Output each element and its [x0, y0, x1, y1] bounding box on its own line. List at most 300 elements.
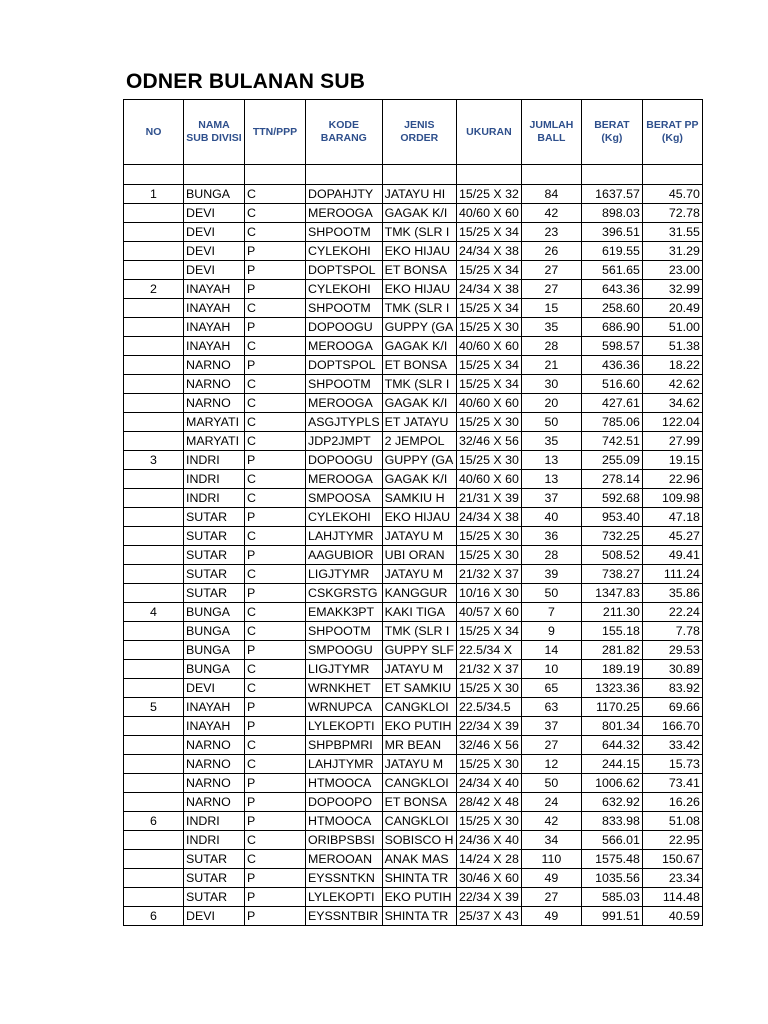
- cell-jenis-order: JATAYU HI: [382, 185, 456, 204]
- cell-ukuran: 15/25 X 34: [456, 261, 521, 280]
- cell-jenis-order: ANAK MAS: [382, 850, 456, 869]
- cell-jumlah-ball: 36: [521, 527, 581, 546]
- cell-kode-barang: SHPOOTM: [306, 622, 383, 641]
- cell-nama-sub-divisi: NARNO: [184, 356, 245, 375]
- table-row: [124, 204, 703, 223]
- cell-nama-sub-divisi: INDRI: [184, 812, 245, 831]
- cell-ukuran: 14/24 X 28: [456, 850, 521, 869]
- cell-ukuran: 15/25 X 30: [456, 318, 521, 337]
- cell-berat: 278.14: [581, 470, 642, 489]
- header-jenis-order: JENIS ORDER: [382, 100, 456, 165]
- cell-jumlah-ball: 14: [521, 641, 581, 660]
- cell-jenis-order: EKO PUTIH: [382, 717, 456, 736]
- cell-ttn-ppp: C: [245, 394, 306, 413]
- cell-no: [124, 527, 184, 546]
- cell-nama-sub-divisi: INDRI: [184, 470, 245, 489]
- cell-jumlah-ball: 27: [521, 261, 581, 280]
- cell-ukuran: 28/42 X 48: [456, 793, 521, 812]
- cell-berat-pp: 23.34: [642, 869, 702, 888]
- cell-no: [124, 413, 184, 432]
- cell-berat: 738.27: [581, 565, 642, 584]
- table-row: [124, 812, 703, 831]
- table-row: [124, 565, 703, 584]
- cell-no: [124, 565, 184, 584]
- empty-cell: [642, 165, 702, 185]
- cell-nama-sub-divisi: INAYAH: [184, 337, 245, 356]
- cell-berat-pp: 22.95: [642, 831, 702, 850]
- cell-no: [124, 356, 184, 375]
- cell-jumlah-ball: 27: [521, 888, 581, 907]
- empty-row: [124, 165, 703, 185]
- cell-jumlah-ball: 49: [521, 907, 581, 926]
- cell-ukuran: 15/25 X 30: [456, 451, 521, 470]
- cell-ttn-ppp: C: [245, 299, 306, 318]
- cell-nama-sub-divisi: BUNGA: [184, 641, 245, 660]
- cell-nama-sub-divisi: NARNO: [184, 774, 245, 793]
- cell-ttn-ppp: C: [245, 337, 306, 356]
- cell-nama-sub-divisi: SUTAR: [184, 527, 245, 546]
- cell-jumlah-ball: 50: [521, 774, 581, 793]
- cell-no: [124, 850, 184, 869]
- cell-ttn-ppp: C: [245, 185, 306, 204]
- table-row: [124, 660, 703, 679]
- cell-jenis-order: MR BEAN: [382, 736, 456, 755]
- cell-ttn-ppp: P: [245, 280, 306, 299]
- cell-kode-barang: LIGJTYMR: [306, 660, 383, 679]
- cell-no: [124, 584, 184, 603]
- cell-jenis-order: ET SAMKIU: [382, 679, 456, 698]
- cell-jenis-order: KANGGUR: [382, 584, 456, 603]
- cell-berat: 155.18: [581, 622, 642, 641]
- cell-ttn-ppp: C: [245, 489, 306, 508]
- cell-berat-pp: 51.08: [642, 812, 702, 831]
- cell-nama-sub-divisi: DEVI: [184, 223, 245, 242]
- cell-nama-sub-divisi: NARNO: [184, 394, 245, 413]
- cell-ttn-ppp: P: [245, 508, 306, 527]
- cell-jumlah-ball: 13: [521, 451, 581, 470]
- cell-ttn-ppp: P: [245, 641, 306, 660]
- cell-ttn-ppp: P: [245, 318, 306, 337]
- cell-berat-pp: 47.18: [642, 508, 702, 527]
- cell-jenis-order: GUPPY (GA: [382, 451, 456, 470]
- cell-nama-sub-divisi: BUNGA: [184, 603, 245, 622]
- cell-berat-pp: 51.00: [642, 318, 702, 337]
- cell-jumlah-ball: 12: [521, 755, 581, 774]
- cell-jumlah-ball: 20: [521, 394, 581, 413]
- cell-jumlah-ball: 28: [521, 337, 581, 356]
- cell-nama-sub-divisi: INDRI: [184, 831, 245, 850]
- cell-jenis-order: TMK (SLR I: [382, 375, 456, 394]
- cell-kode-barang: SMPOOSA: [306, 489, 383, 508]
- cell-jenis-order: ET BONSA: [382, 261, 456, 280]
- cell-berat-pp: 42.62: [642, 375, 702, 394]
- cell-berat: 516.60: [581, 375, 642, 394]
- table-row: [124, 394, 703, 413]
- cell-kode-barang: HTMOOCA: [306, 812, 383, 831]
- table-row: [124, 337, 703, 356]
- cell-nama-sub-divisi: NARNO: [184, 755, 245, 774]
- cell-berat-pp: 49.41: [642, 546, 702, 565]
- cell-jumlah-ball: 26: [521, 242, 581, 261]
- cell-berat-pp: 111.24: [642, 565, 702, 584]
- cell-berat-pp: 83.92: [642, 679, 702, 698]
- cell-ttn-ppp: P: [245, 717, 306, 736]
- cell-ukuran: 15/25 X 34: [456, 223, 521, 242]
- table-row: [124, 299, 703, 318]
- cell-berat-pp: 35.86: [642, 584, 702, 603]
- cell-kode-barang: DOPTSPOL: [306, 261, 383, 280]
- cell-kode-barang: MEROOGA: [306, 337, 383, 356]
- cell-jumlah-ball: 15: [521, 299, 581, 318]
- cell-jumlah-ball: 9: [521, 622, 581, 641]
- cell-ukuran: 15/25 X 30: [456, 755, 521, 774]
- cell-no: [124, 641, 184, 660]
- cell-berat: 592.68: [581, 489, 642, 508]
- cell-no: 6: [124, 907, 184, 926]
- header-berat: BERAT (Kg): [581, 100, 642, 165]
- cell-berat: 898.03: [581, 204, 642, 223]
- cell-jumlah-ball: 37: [521, 489, 581, 508]
- cell-jumlah-ball: 65: [521, 679, 581, 698]
- cell-ukuran: 24/34 X 38: [456, 242, 521, 261]
- cell-berat: 742.51: [581, 432, 642, 451]
- order-table: [123, 99, 703, 926]
- cell-kode-barang: LYLEKOPTI: [306, 717, 383, 736]
- cell-kode-barang: EMAKK3PT: [306, 603, 383, 622]
- cell-no: [124, 717, 184, 736]
- cell-no: [124, 489, 184, 508]
- cell-no: 3: [124, 451, 184, 470]
- cell-berat: 508.52: [581, 546, 642, 565]
- cell-no: [124, 679, 184, 698]
- cell-ttn-ppp: P: [245, 888, 306, 907]
- cell-jumlah-ball: 63: [521, 698, 581, 717]
- cell-kode-barang: AAGUBIOR: [306, 546, 383, 565]
- cell-nama-sub-divisi: DEVI: [184, 907, 245, 926]
- cell-nama-sub-divisi: BUNGA: [184, 185, 245, 204]
- cell-ttn-ppp: P: [245, 812, 306, 831]
- cell-nama-sub-divisi: MARYATI: [184, 413, 245, 432]
- cell-ukuran: 21/31 X 39: [456, 489, 521, 508]
- cell-jumlah-ball: 23: [521, 223, 581, 242]
- cell-kode-barang: WRNUPCA: [306, 698, 383, 717]
- cell-no: [124, 888, 184, 907]
- cell-berat: 953.40: [581, 508, 642, 527]
- cell-ukuran: 25/37 X 43: [456, 907, 521, 926]
- cell-berat: 281.82: [581, 641, 642, 660]
- cell-ttn-ppp: C: [245, 755, 306, 774]
- cell-nama-sub-divisi: DEVI: [184, 261, 245, 280]
- cell-nama-sub-divisi: SUTAR: [184, 888, 245, 907]
- cell-ukuran: 40/60 X 60: [456, 394, 521, 413]
- cell-berat-pp: 31.29: [642, 242, 702, 261]
- table-row: [124, 470, 703, 489]
- cell-ukuran: 40/57 X 60: [456, 603, 521, 622]
- cell-nama-sub-divisi: BUNGA: [184, 622, 245, 641]
- cell-kode-barang: MEROOGA: [306, 394, 383, 413]
- cell-berat: 561.65: [581, 261, 642, 280]
- table-row: [124, 717, 703, 736]
- cell-kode-barang: LAHJTYMR: [306, 755, 383, 774]
- cell-nama-sub-divisi: MARYATI: [184, 432, 245, 451]
- cell-jumlah-ball: 34: [521, 831, 581, 850]
- cell-no: [124, 869, 184, 888]
- cell-jenis-order: CANGKLOI: [382, 698, 456, 717]
- cell-ukuran: 15/25 X 30: [456, 527, 521, 546]
- header-nama-sub-divisi: NAMA SUB DIVISI: [184, 100, 245, 165]
- table-row: [124, 622, 703, 641]
- cell-ukuran: 32/46 X 56: [456, 736, 521, 755]
- cell-nama-sub-divisi: DEVI: [184, 679, 245, 698]
- cell-berat-pp: 166.70: [642, 717, 702, 736]
- cell-no: [124, 242, 184, 261]
- cell-jenis-order: GAGAK K/I: [382, 204, 456, 223]
- table-row: [124, 223, 703, 242]
- cell-ttn-ppp: C: [245, 622, 306, 641]
- cell-berat-pp: 16.26: [642, 793, 702, 812]
- empty-cell: [124, 165, 184, 185]
- cell-berat: 1035.56: [581, 869, 642, 888]
- cell-berat: 686.90: [581, 318, 642, 337]
- cell-berat-pp: 15.73: [642, 755, 702, 774]
- cell-berat: 1347.83: [581, 584, 642, 603]
- cell-jenis-order: GAGAK K/I: [382, 394, 456, 413]
- table-row: [124, 831, 703, 850]
- cell-kode-barang: ORIBPSBSI: [306, 831, 383, 850]
- cell-nama-sub-divisi: NARNO: [184, 375, 245, 394]
- cell-nama-sub-divisi: SUTAR: [184, 869, 245, 888]
- cell-ttn-ppp: P: [245, 261, 306, 280]
- table-row: [124, 242, 703, 261]
- cell-nama-sub-divisi: SUTAR: [184, 584, 245, 603]
- cell-berat-pp: 45.70: [642, 185, 702, 204]
- cell-kode-barang: LAHJTYMR: [306, 527, 383, 546]
- empty-cell: [245, 165, 306, 185]
- cell-ukuran: 24/36 X 40: [456, 831, 521, 850]
- cell-berat-pp: 72.78: [642, 204, 702, 223]
- cell-ttn-ppp: C: [245, 432, 306, 451]
- cell-no: [124, 432, 184, 451]
- cell-ukuran: 15/25 X 30: [456, 812, 521, 831]
- cell-berat: 1575.48: [581, 850, 642, 869]
- cell-berat: 211.30: [581, 603, 642, 622]
- cell-ttn-ppp: P: [245, 242, 306, 261]
- cell-berat-pp: 109.98: [642, 489, 702, 508]
- cell-berat-pp: 69.66: [642, 698, 702, 717]
- cell-berat-pp: 150.67: [642, 850, 702, 869]
- cell-jumlah-ball: 84: [521, 185, 581, 204]
- cell-jumlah-ball: 10: [521, 660, 581, 679]
- cell-jenis-order: UBI ORAN: [382, 546, 456, 565]
- cell-kode-barang: CYLEKOHI: [306, 280, 383, 299]
- header-berat-pp: BERAT PP (Kg): [642, 100, 702, 165]
- table-row: [124, 527, 703, 546]
- table-row: [124, 641, 703, 660]
- cell-ttn-ppp: C: [245, 375, 306, 394]
- cell-berat: 585.03: [581, 888, 642, 907]
- cell-berat-pp: 73.41: [642, 774, 702, 793]
- cell-nama-sub-divisi: INDRI: [184, 489, 245, 508]
- cell-jumlah-ball: 21: [521, 356, 581, 375]
- cell-kode-barang: HTMOOCA: [306, 774, 383, 793]
- table-row: [124, 698, 703, 717]
- cell-jenis-order: JATAYU M: [382, 527, 456, 546]
- cell-no: [124, 793, 184, 812]
- cell-jumlah-ball: 30: [521, 375, 581, 394]
- table-row: [124, 546, 703, 565]
- table-row: [124, 679, 703, 698]
- cell-ttn-ppp: C: [245, 850, 306, 869]
- header-kode-barang: KODE BARANG: [306, 100, 383, 165]
- cell-berat: 632.92: [581, 793, 642, 812]
- cell-no: [124, 299, 184, 318]
- cell-jumlah-ball: 24: [521, 793, 581, 812]
- cell-no: [124, 337, 184, 356]
- empty-cell: [521, 165, 581, 185]
- cell-jumlah-ball: 27: [521, 280, 581, 299]
- cell-nama-sub-divisi: SUTAR: [184, 565, 245, 584]
- cell-ttn-ppp: C: [245, 565, 306, 584]
- cell-ttn-ppp: P: [245, 907, 306, 926]
- cell-ttn-ppp: P: [245, 698, 306, 717]
- cell-kode-barang: EYSSNTBIR: [306, 907, 383, 926]
- cell-berat-pp: 18.22: [642, 356, 702, 375]
- cell-ukuran: 21/32 X 37: [456, 660, 521, 679]
- cell-ukuran: 15/25 X 30: [456, 546, 521, 565]
- cell-kode-barang: LIGJTYMR: [306, 565, 383, 584]
- cell-jenis-order: EKO HIJAU: [382, 280, 456, 299]
- cell-kode-barang: CYLEKOHI: [306, 508, 383, 527]
- cell-ukuran: 15/25 X 34: [456, 356, 521, 375]
- cell-berat-pp: 34.62: [642, 394, 702, 413]
- cell-jenis-order: ET BONSA: [382, 356, 456, 375]
- cell-berat-pp: 114.48: [642, 888, 702, 907]
- cell-ukuran: 15/25 X 30: [456, 413, 521, 432]
- cell-no: [124, 774, 184, 793]
- cell-berat-pp: 33.42: [642, 736, 702, 755]
- cell-kode-barang: WRNKHET: [306, 679, 383, 698]
- cell-ttn-ppp: C: [245, 660, 306, 679]
- cell-jumlah-ball: 39: [521, 565, 581, 584]
- cell-ukuran: 15/25 X 32: [456, 185, 521, 204]
- table-row: [124, 489, 703, 508]
- cell-berat: 833.98: [581, 812, 642, 831]
- table-row: [124, 508, 703, 527]
- cell-kode-barang: DOPOOGU: [306, 451, 383, 470]
- cell-nama-sub-divisi: SUTAR: [184, 546, 245, 565]
- cell-berat: 258.60: [581, 299, 642, 318]
- cell-berat-pp: 22.24: [642, 603, 702, 622]
- cell-jenis-order: SAMKIU H: [382, 489, 456, 508]
- cell-berat-pp: 22.96: [642, 470, 702, 489]
- cell-ukuran: 15/25 X 34: [456, 299, 521, 318]
- empty-cell: [382, 165, 456, 185]
- cell-jumlah-ball: 35: [521, 318, 581, 337]
- cell-jenis-order: CANGKLOI: [382, 812, 456, 831]
- cell-jenis-order: TMK (SLR I: [382, 622, 456, 641]
- cell-nama-sub-divisi: SUTAR: [184, 508, 245, 527]
- cell-kode-barang: DOPAHJTY: [306, 185, 383, 204]
- cell-berat-pp: 7.78: [642, 622, 702, 641]
- cell-no: [124, 508, 184, 527]
- cell-jenis-order: GUPPY SLF: [382, 641, 456, 660]
- cell-berat: 189.19: [581, 660, 642, 679]
- cell-ttn-ppp: P: [245, 451, 306, 470]
- cell-ttn-ppp: P: [245, 774, 306, 793]
- cell-jumlah-ball: 50: [521, 584, 581, 603]
- cell-ttn-ppp: C: [245, 527, 306, 546]
- cell-berat-pp: 29.53: [642, 641, 702, 660]
- cell-jumlah-ball: 110: [521, 850, 581, 869]
- cell-kode-barang: SHPBPMRI: [306, 736, 383, 755]
- cell-ttn-ppp: C: [245, 204, 306, 223]
- cell-jumlah-ball: 35: [521, 432, 581, 451]
- cell-berat: 1006.62: [581, 774, 642, 793]
- cell-no: [124, 546, 184, 565]
- cell-jenis-order: JATAYU M: [382, 565, 456, 584]
- cell-jumlah-ball: 50: [521, 413, 581, 432]
- cell-jenis-order: SOBISCO H: [382, 831, 456, 850]
- empty-cell: [306, 165, 383, 185]
- cell-kode-barang: MEROOGA: [306, 470, 383, 489]
- cell-kode-barang: MEROOAN: [306, 850, 383, 869]
- cell-berat: 785.06: [581, 413, 642, 432]
- table-row: [124, 850, 703, 869]
- cell-ukuran: 30/46 X 60: [456, 869, 521, 888]
- cell-jenis-order: JATAYU M: [382, 755, 456, 774]
- cell-berat-pp: 27.99: [642, 432, 702, 451]
- cell-jenis-order: EKO PUTIH: [382, 888, 456, 907]
- cell-berat-pp: 20.49: [642, 299, 702, 318]
- cell-ukuran: 24/34 X 38: [456, 508, 521, 527]
- table-row: [124, 318, 703, 337]
- header-row: [124, 100, 703, 165]
- cell-jenis-order: GAGAK K/I: [382, 470, 456, 489]
- cell-berat-pp: 45.27: [642, 527, 702, 546]
- cell-jenis-order: TMK (SLR I: [382, 223, 456, 242]
- cell-ukuran: 15/25 X 30: [456, 679, 521, 698]
- header-no: NO: [124, 100, 184, 165]
- cell-no: 5: [124, 698, 184, 717]
- cell-no: [124, 318, 184, 337]
- cell-ttn-ppp: P: [245, 546, 306, 565]
- cell-kode-barang: MEROOGA: [306, 204, 383, 223]
- cell-no: [124, 660, 184, 679]
- cell-ttn-ppp: P: [245, 793, 306, 812]
- cell-ukuran: 24/34 X 38: [456, 280, 521, 299]
- cell-jenis-order: TMK (SLR I: [382, 299, 456, 318]
- cell-berat: 619.55: [581, 242, 642, 261]
- table-row: [124, 185, 703, 204]
- header-ukuran: UKURAN: [456, 100, 521, 165]
- cell-no: [124, 375, 184, 394]
- cell-ukuran: 10/16 X 30: [456, 584, 521, 603]
- table-row: [124, 413, 703, 432]
- cell-berat: 643.36: [581, 280, 642, 299]
- cell-no: [124, 470, 184, 489]
- table-row: [124, 907, 703, 926]
- table-row: [124, 432, 703, 451]
- cell-kode-barang: EYSSNTKN: [306, 869, 383, 888]
- table-row: [124, 774, 703, 793]
- cell-kode-barang: ASGJTYPLS: [306, 413, 383, 432]
- cell-no: [124, 394, 184, 413]
- cell-ukuran: 22.5/34.5: [456, 698, 521, 717]
- cell-ukuran: 40/60 X 60: [456, 337, 521, 356]
- table-row: [124, 869, 703, 888]
- cell-no: [124, 223, 184, 242]
- cell-ttn-ppp: C: [245, 413, 306, 432]
